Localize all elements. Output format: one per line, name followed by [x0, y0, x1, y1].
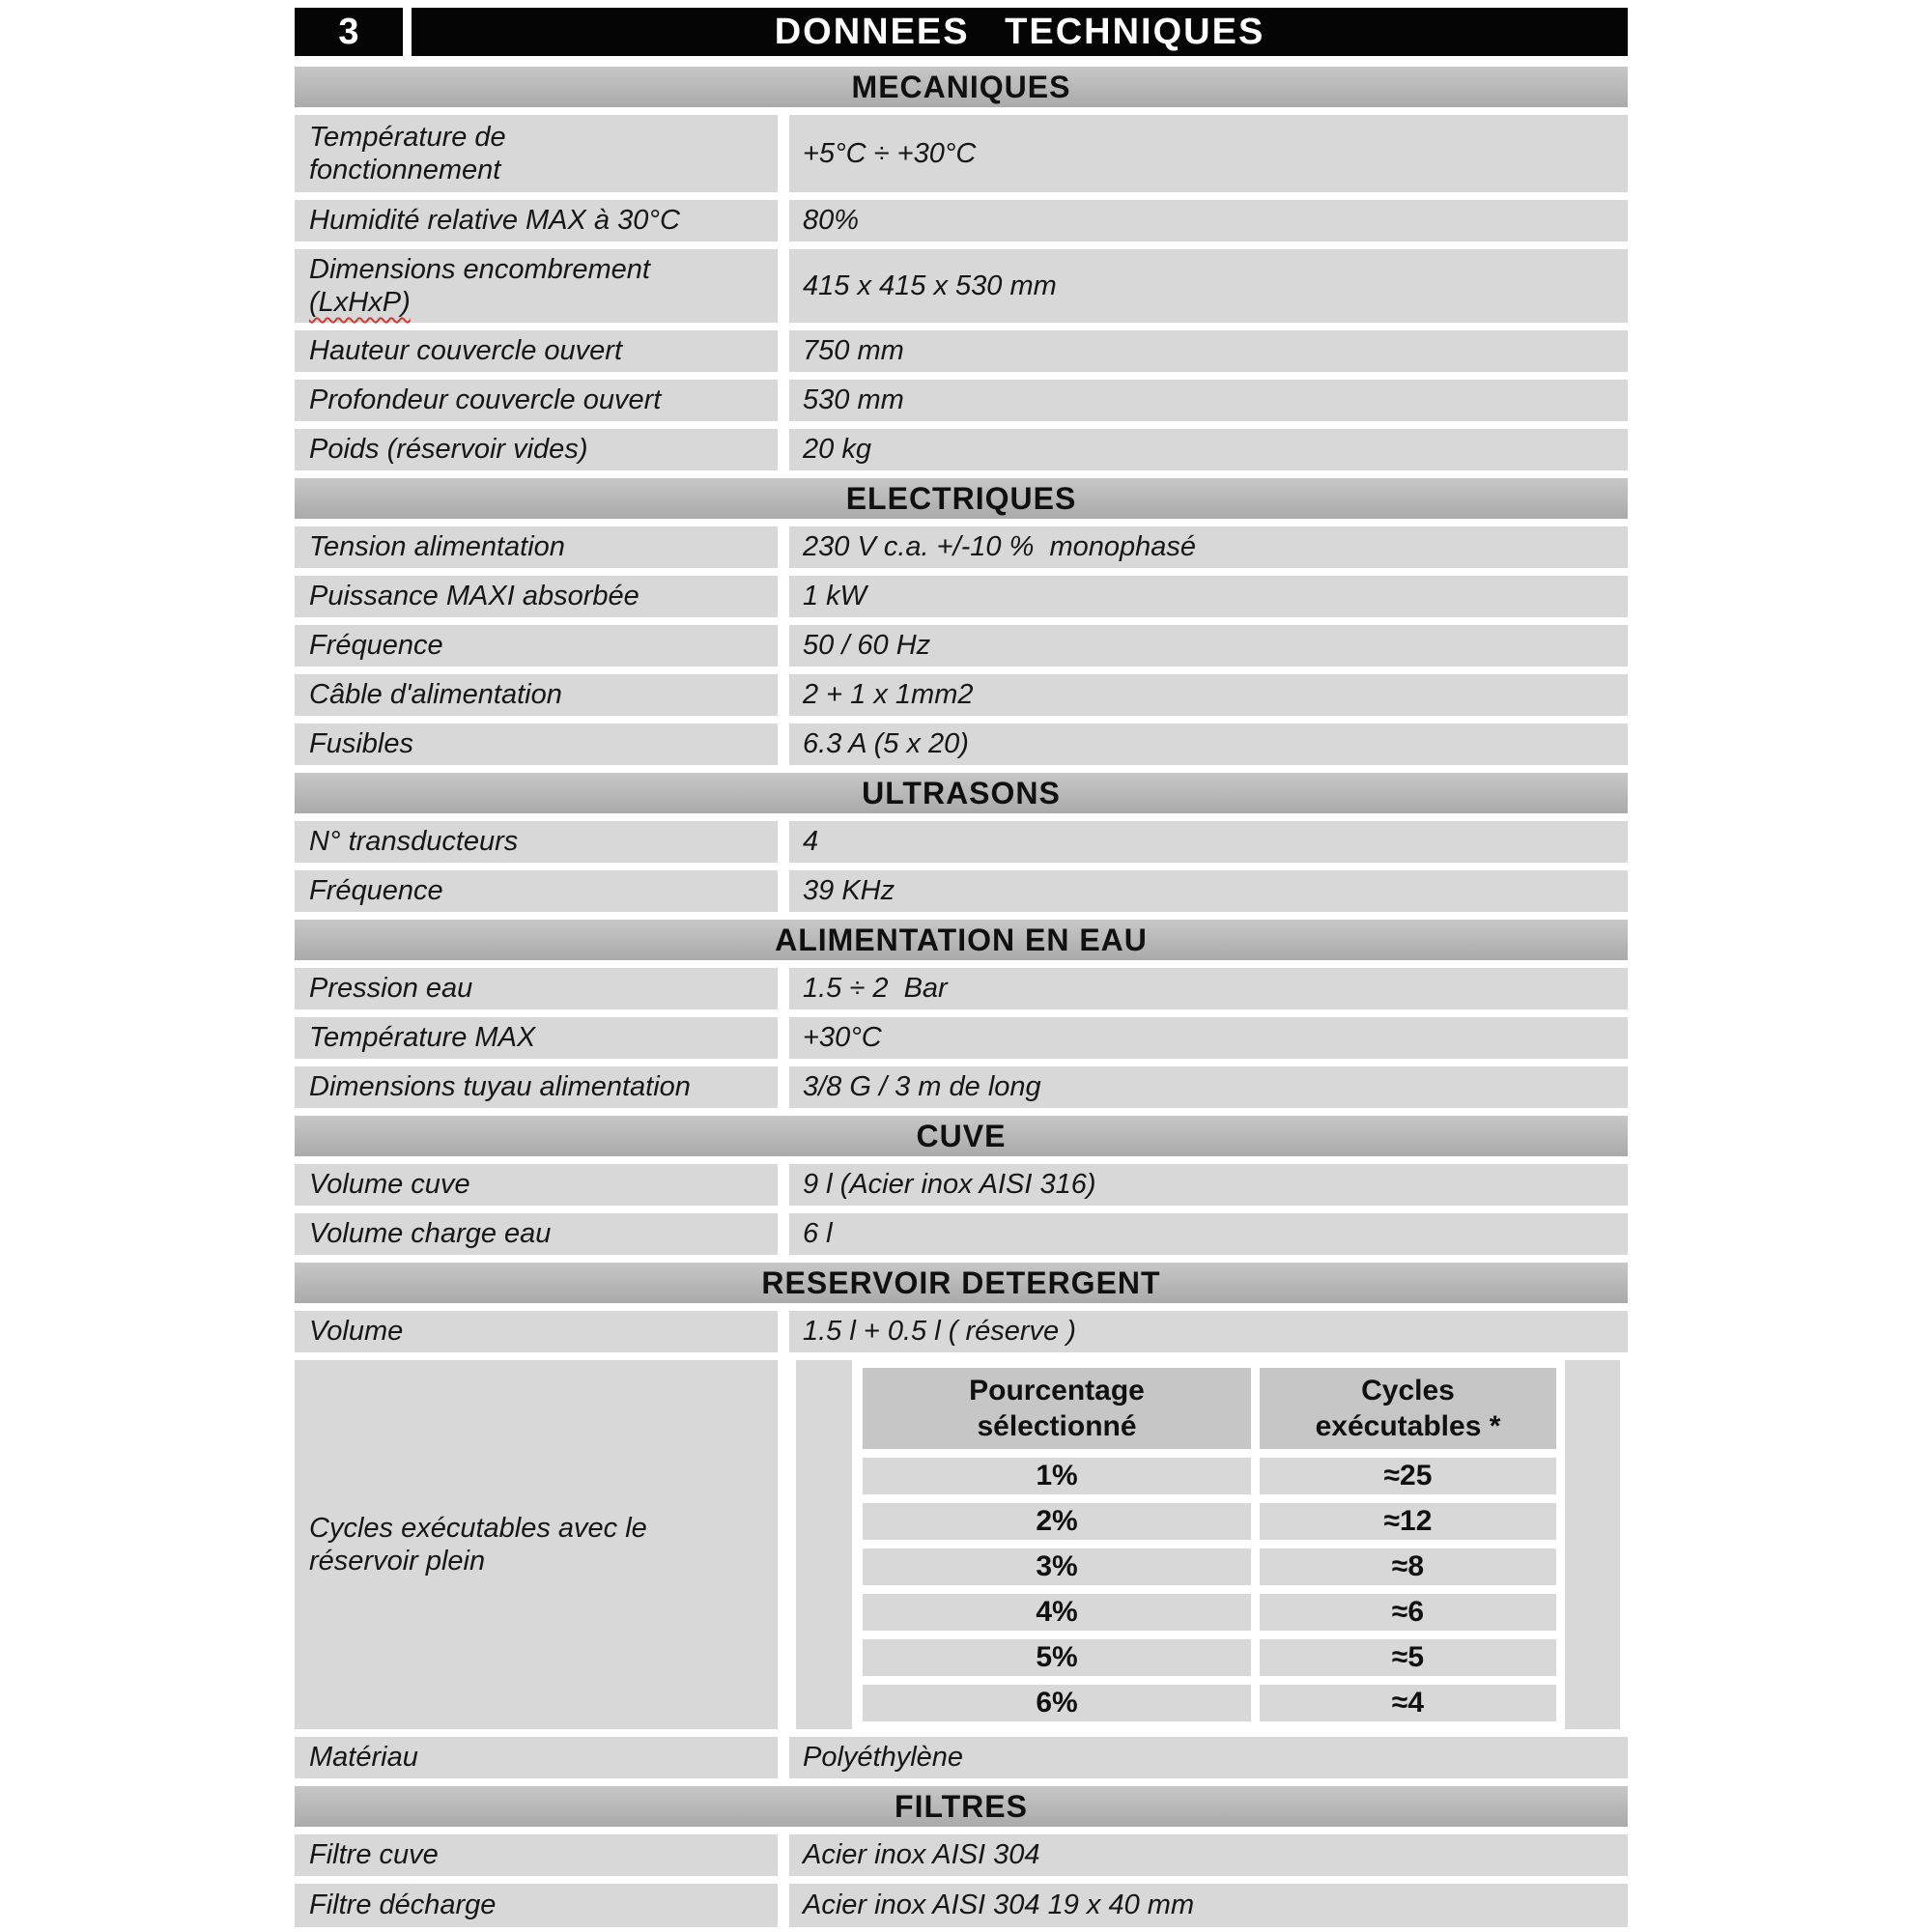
right-gray-strip	[1565, 1360, 1620, 1729]
percent-cell: 3%	[863, 1548, 1251, 1585]
spec-value: 6 l	[789, 1213, 1628, 1255]
cycles-count-cell: ≈4	[1260, 1685, 1556, 1721]
spec-label: Fréquence	[295, 870, 778, 912]
spec-label	[295, 249, 778, 323]
section-header-mecaniques: MECANIQUES	[295, 67, 1628, 107]
spec-row	[295, 576, 1628, 617]
spec-row	[295, 1066, 1628, 1108]
section-header-reservoir-detergent: RESERVOIR DETERGENT	[295, 1263, 1628, 1303]
cycles-col-header	[863, 1368, 1251, 1449]
spec-row	[295, 968, 1628, 1009]
spec-value: Acier inox AISI 304 19 x 40 mm	[789, 1884, 1628, 1927]
spec-row	[295, 380, 1628, 421]
section-header-ultrasons: ULTRASONS	[295, 773, 1628, 813]
spec-row	[295, 625, 1628, 667]
cycles-count-cell: ≈5	[1260, 1639, 1556, 1676]
spec-label: N° transducteurs	[295, 821, 778, 863]
section-header-filtres: FILTRES	[295, 1786, 1628, 1827]
spec-value: 230 V c.a. +/-10 % monophasé	[789, 526, 1628, 568]
spec-row	[295, 1213, 1628, 1255]
spec-value: Polyéthylène	[789, 1737, 1628, 1778]
spec-value: 1 kW	[789, 576, 1628, 617]
spec-row	[295, 249, 1628, 323]
percent-cell: 2%	[863, 1503, 1251, 1540]
spec-value: +5°C ÷ +30°C	[789, 115, 1628, 192]
percent-cell: 6%	[863, 1685, 1251, 1721]
section-title-bar	[295, 8, 1628, 56]
spec-value: 39 KHz	[789, 870, 1628, 912]
spec-label: Pression eau	[295, 968, 778, 1009]
spec-row	[295, 674, 1628, 716]
section-header-electriques: ELECTRIQUES	[295, 478, 1628, 519]
spec-label-line: Dimensions encombrement	[309, 253, 650, 285]
spec-value: 530 mm	[789, 380, 1628, 421]
spec-row	[295, 1164, 1628, 1206]
spec-label: Dimensions tuyau alimentation	[295, 1066, 778, 1108]
spec-value: 750 mm	[789, 330, 1628, 372]
cycles-data-row	[863, 1639, 1556, 1676]
spec-value: Acier inox AISI 304	[789, 1834, 1628, 1876]
cycles-data-row	[863, 1685, 1556, 1721]
spec-row	[295, 1017, 1628, 1059]
percent-cell: 5%	[863, 1639, 1251, 1676]
cycles-row-label-line: réservoir plein	[309, 1546, 486, 1577]
spec-label: Hauteur couvercle ouvert	[295, 330, 778, 372]
spec-row	[295, 1737, 1628, 1778]
spec-label: Filtre décharge	[295, 1884, 778, 1927]
spec-row	[295, 200, 1628, 242]
spec-label: Tension alimentation	[295, 526, 778, 568]
cycles-row-label-line: Cycles exécutables avec le	[309, 1512, 647, 1544]
spec-label: Température MAX	[295, 1017, 778, 1059]
cycles-data-row	[863, 1503, 1556, 1540]
spec-label: Volume cuve	[295, 1164, 778, 1206]
spec-row	[295, 1884, 1628, 1927]
spec-value: 6.3 A (5 x 20)	[789, 724, 1628, 765]
cycles-col-header-line: Pourcentage	[969, 1374, 1145, 1406]
section-header-cuve: CUVE	[295, 1116, 1628, 1156]
left-gray-strip	[796, 1360, 852, 1729]
cycles-count-cell: ≈12	[1260, 1503, 1556, 1540]
spec-label: Fusibles	[295, 724, 778, 765]
spec-row	[295, 115, 1628, 192]
spec-label: Humidité relative MAX à 30°C	[295, 200, 778, 242]
cycles-count-cell: ≈8	[1260, 1548, 1556, 1585]
section-number: 3	[295, 8, 403, 56]
cycles-col-header	[1260, 1368, 1556, 1449]
spec-label: Fréquence	[295, 625, 778, 667]
spec-value: 20 kg	[789, 429, 1628, 470]
cycles-row-label	[295, 1360, 778, 1729]
spec-row	[295, 429, 1628, 470]
spec-value: 415 x 415 x 530 mm	[789, 249, 1628, 323]
spec-label: Matériau	[295, 1737, 778, 1778]
spec-value: 50 / 60 Hz	[789, 625, 1628, 667]
spec-value: 3/8 G / 3 m de long	[789, 1066, 1628, 1108]
spec-label: Câble d'alimentation	[295, 674, 778, 716]
spec-label	[295, 115, 778, 192]
spec-label: Filtre cuve	[295, 1834, 778, 1876]
spec-row	[295, 821, 1628, 863]
spec-label-line: Température de	[309, 121, 506, 153]
cycles-col-header-line: Cycles	[1361, 1374, 1455, 1406]
cycles-count-cell: ≈25	[1260, 1458, 1556, 1494]
cycles-spec-row	[295, 1360, 1628, 1729]
spec-value: 1.5 l + 0.5 l ( réserve )	[789, 1311, 1628, 1352]
spec-row	[295, 870, 1628, 912]
spec-row	[295, 724, 1628, 765]
page-title: DONNEES TECHNIQUES	[412, 8, 1628, 56]
cycles-count-cell: ≈6	[1260, 1594, 1556, 1631]
spec-row	[295, 330, 1628, 372]
cycles-table-header	[863, 1368, 1556, 1449]
spec-value: 2 + 1 x 1mm2	[789, 674, 1628, 716]
spec-row	[295, 1311, 1628, 1352]
spec-label-line: fonctionnement	[309, 155, 501, 185]
spec-label: Poids (réservoir vides)	[295, 429, 778, 470]
spec-label: Profondeur couvercle ouvert	[295, 380, 778, 421]
spec-label: Volume charge eau	[295, 1213, 778, 1255]
spec-value: 4	[789, 821, 1628, 863]
cycles-table	[863, 1360, 1556, 1729]
percent-cell: 1%	[863, 1458, 1251, 1494]
spec-value: +30°C	[789, 1017, 1628, 1059]
cycles-data-row	[863, 1594, 1556, 1631]
spec-label: Volume	[295, 1311, 778, 1352]
spec-value: 80%	[789, 200, 1628, 242]
cycles-col-header-line: exécutables *	[1315, 1410, 1501, 1442]
cycles-data-row	[863, 1458, 1556, 1494]
cycles-col-header-line: sélectionné	[977, 1410, 1137, 1442]
section-header-alimentation-en-eau: ALIMENTATION EN EAU	[295, 920, 1628, 960]
spec-row	[295, 526, 1628, 568]
cycles-data-row	[863, 1548, 1556, 1585]
percent-cell: 4%	[863, 1594, 1251, 1631]
spec-value: 9 l (Acier inox AISI 316)	[789, 1164, 1628, 1206]
spec-value: 1.5 ÷ 2 Bar	[789, 968, 1628, 1009]
cycles-table-area	[789, 1360, 1628, 1729]
spec-table	[295, 67, 1628, 1927]
spec-row	[295, 1834, 1628, 1876]
technical-data-sheet	[295, 8, 1628, 1932]
spec-label-line: (LxHxP)	[309, 287, 411, 318]
spec-label: Puissance MAXI absorbée	[295, 576, 778, 617]
